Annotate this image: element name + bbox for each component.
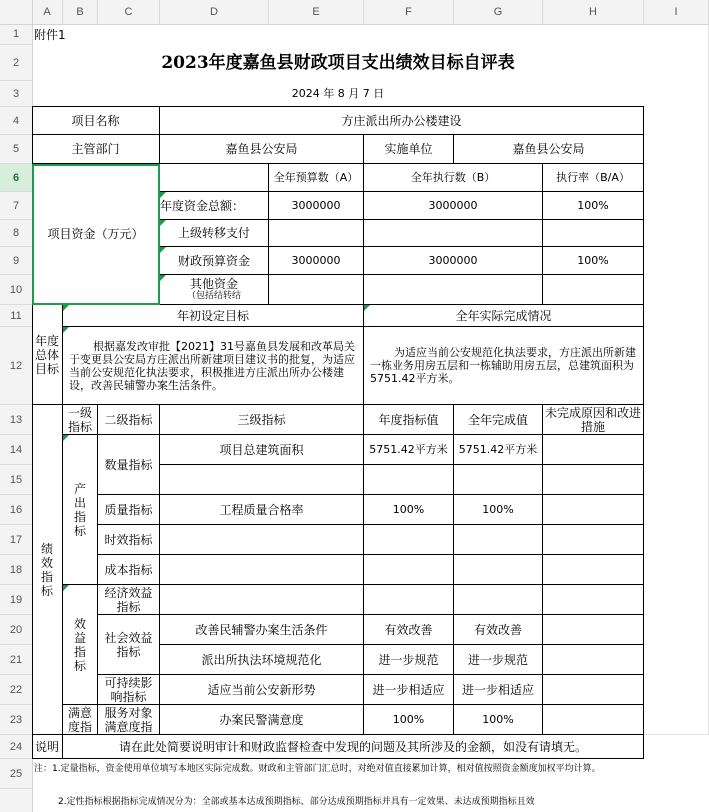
social1-item-name: 改善民辅警办案生活条件: [160, 615, 364, 645]
row-header-21[interactable]: 21: [0, 645, 32, 675]
funds-row-other-budget[interactable]: [269, 275, 364, 305]
goals-side-label: 年度总体目标: [32, 305, 63, 405]
row-header-bar: [0, 24, 33, 812]
output-indicator-label: 产出指标: [63, 435, 98, 585]
satisf-item-name: 办案民警满意度: [160, 705, 364, 735]
row-header-8[interactable]: 8: [0, 220, 32, 247]
social2-item-actual[interactable]: 进一步规范: [454, 645, 543, 675]
row-header-24[interactable]: 24: [0, 735, 32, 759]
funds-row-transfer-name: 上级转移支付: [160, 220, 269, 247]
row-header-3[interactable]: 3: [0, 81, 32, 107]
social1-item-actual[interactable]: 有效改善: [454, 615, 543, 645]
row-header-22[interactable]: 22: [0, 675, 32, 705]
quantity-extra-actual[interactable]: [454, 465, 543, 495]
funds-col-budget: 全年预算数（A）: [269, 164, 364, 192]
social1-item-reason[interactable]: [543, 615, 644, 645]
social2-item-target[interactable]: 进一步规范: [364, 645, 454, 675]
funds-row-total-name: 年度资金总额：: [160, 192, 269, 220]
row-header-9[interactable]: 9: [0, 247, 32, 275]
explain-label: 说明: [32, 735, 63, 759]
funds-col-rate: 执行率（B/A）: [543, 164, 644, 192]
row-header-6[interactable]: 6: [0, 164, 32, 192]
row-header-5[interactable]: 5: [0, 135, 32, 164]
satisfaction-indicator-label: 满意度指: [63, 705, 98, 735]
sustain-item-target[interactable]: 进一步相适应: [364, 675, 454, 705]
quantity-extra-target[interactable]: [364, 465, 454, 495]
quality-item-name: 工程质量合格率: [160, 495, 364, 525]
funds-row-other-exec[interactable]: [364, 275, 543, 305]
funds-row-fiscal-rate[interactable]: 100%: [543, 247, 644, 275]
cost-item-reason[interactable]: [543, 555, 644, 585]
funds-row-other-label: 其他资金: [189, 277, 238, 291]
row-header-18[interactable]: 18: [0, 555, 32, 585]
timeliness-item-name[interactable]: [160, 525, 364, 555]
row-header-16[interactable]: 16: [0, 495, 32, 525]
column-header-i[interactable]: I: [644, 0, 709, 24]
cost-item-target[interactable]: [364, 555, 454, 585]
row-header-14[interactable]: 14: [0, 435, 32, 465]
row-header-19[interactable]: 19: [0, 585, 32, 615]
timeliness-item-actual[interactable]: [454, 525, 543, 555]
funds-row-fiscal-name: 财政预算资金: [160, 247, 269, 275]
funds-row-transfer-rate[interactable]: [543, 220, 644, 247]
funds-row-other-sub: （包括结转结: [186, 291, 241, 301]
economic-item-name[interactable]: [160, 585, 364, 615]
perf-header-actual: 全年完成值: [454, 405, 543, 435]
timeliness-item-reason[interactable]: [543, 525, 644, 555]
row-header-1[interactable]: 1: [0, 24, 32, 45]
quality-item-target[interactable]: 100%: [364, 495, 454, 525]
row-header-23[interactable]: 23: [0, 705, 32, 735]
sustainable-indicator-label: 可持续影响指标: [98, 675, 160, 705]
column-header-e[interactable]: E: [269, 0, 364, 24]
quantity-extra-name[interactable]: [160, 465, 364, 495]
column-header-h[interactable]: H: [543, 0, 644, 24]
quality-item-actual[interactable]: 100%: [454, 495, 543, 525]
cost-item-name[interactable]: [160, 555, 364, 585]
attachment-label: 附件1: [34, 27, 66, 42]
funds-row-transfer-exec[interactable]: [364, 220, 543, 247]
impl-value[interactable]: 嘉鱼县公安局: [454, 135, 644, 164]
perf-header-reason: 未完成原因和改进措施: [543, 405, 644, 435]
area-item-target[interactable]: 5751.42平方米: [364, 435, 454, 465]
area-item-reason[interactable]: [543, 435, 644, 465]
social-indicator-label: 社会效益指标: [98, 615, 160, 675]
funds-label[interactable]: 项目资金（万元）: [32, 164, 160, 305]
goals-actual-header: 全年实际完成情况: [364, 305, 644, 327]
project-name-label: 项目名称: [32, 107, 160, 135]
funds-row-total-exec[interactable]: 3000000: [364, 192, 543, 220]
row-header-10[interactable]: 10: [0, 275, 32, 305]
column-header-a[interactable]: A: [32, 0, 63, 24]
dept-label: 主管部门: [32, 135, 160, 164]
project-name-value[interactable]: 方庄派出所办公楼建设: [160, 107, 644, 135]
service-indicator-label: 服务对象满意度指: [98, 705, 160, 735]
sustain-item-reason[interactable]: [543, 675, 644, 705]
satisf-item-actual[interactable]: 100%: [454, 705, 543, 735]
funds-col-exec: 全年执行数（B）: [364, 164, 543, 192]
row-header-12[interactable]: 12: [0, 327, 32, 405]
quantity-indicator-label: 数量指标: [98, 435, 160, 495]
note-2: 2.定性指标根据指标完成情况分为：全部或基本达成预期指标、部分达成预期指标并具有一定效果、未达成预期指标且效: [58, 797, 535, 807]
area-item-actual[interactable]: 5751.42平方米: [454, 435, 543, 465]
satisf-item-target[interactable]: 100%: [364, 705, 454, 735]
funds-row-fiscal-budget[interactable]: 3000000: [269, 247, 364, 275]
perf-header-level2: 二级指标: [98, 405, 160, 435]
sustain-item-actual[interactable]: 进一步相适应: [454, 675, 543, 705]
quality-item-reason[interactable]: [543, 495, 644, 525]
funds-row-transfer-budget[interactable]: [269, 220, 364, 247]
row-header-20[interactable]: 20: [0, 615, 32, 645]
goals-planned-text[interactable]: 根据嘉发改审批【2021】31号嘉鱼县发展和改革局关于变更县公安局方庄派出所新建项目建议书的批复，为适应当前公安规范化执法要求，积极推进方庄派出所办公楼建设，改善民辅警办案生活条件。: [63, 327, 364, 405]
row-header-2[interactable]: 2: [0, 45, 32, 81]
quantity-extra-reason[interactable]: [543, 465, 644, 495]
dept-value[interactable]: 嘉鱼县公安局: [160, 135, 364, 164]
column-header-d[interactable]: D: [160, 0, 269, 24]
social2-item-name: 派出所执法环境规范化: [160, 645, 364, 675]
perf-header-level3: 三级指标: [160, 405, 364, 435]
quality-indicator-label: 质量指标: [98, 495, 160, 525]
page-title: 2023年度嘉鱼县财政项目支出绩效目标自评表: [161, 53, 515, 73]
row-header-7[interactable]: 7: [0, 192, 32, 220]
timeliness-item-target[interactable]: [364, 525, 454, 555]
funds-row-other-name: [160, 275, 269, 305]
perf-header-level1: 一级指标: [63, 405, 98, 435]
funds-row-total-rate[interactable]: 100%: [543, 192, 644, 220]
social2-item-reason[interactable]: [543, 645, 644, 675]
impl-label: 实施单位: [364, 135, 454, 164]
economic-item-reason[interactable]: [543, 585, 644, 615]
cost-item-actual[interactable]: [454, 555, 543, 585]
satisf-item-reason[interactable]: [543, 705, 644, 735]
row-header-25[interactable]: 25: [0, 759, 32, 789]
funds-row-fiscal-exec[interactable]: 3000000: [364, 247, 543, 275]
note-1: 注：1.定量指标，资金使用单位填写本地区实际完成数。财政和主管部门汇总时，对绝对值直接累加计算，相对值按照资金额度加权平均计算。: [34, 764, 601, 774]
funds-row-total-budget[interactable]: 3000000: [269, 192, 364, 220]
timeliness-indicator-label: 时效指标: [98, 525, 160, 555]
column-header-bar: [0, 0, 709, 25]
explain-text[interactable]: 请在此处简要说明审计和财政监督检查中发现的问题及其所涉及的金额，如没有请填无。: [63, 735, 644, 759]
economic-item-target[interactable]: [364, 585, 454, 615]
funds-header-blank[interactable]: [160, 164, 269, 192]
social1-item-target[interactable]: 有效改善: [364, 615, 454, 645]
row-header-15[interactable]: 15: [0, 465, 32, 495]
column-header-c[interactable]: C: [98, 0, 160, 24]
benefit-indicator-label: 效益指标: [63, 585, 98, 705]
economic-item-actual[interactable]: [454, 585, 543, 615]
funds-row-other-rate[interactable]: [543, 275, 644, 305]
sustain-item-name: 适应当前公安新形势: [160, 675, 364, 705]
cost-indicator-label: 成本指标: [98, 555, 160, 585]
row-header-13[interactable]: 13: [0, 405, 32, 435]
goals-actual-text[interactable]: 为适应当前公安规范化执法要求，方庄派出所新建一栋业务用房五层和一栋辅助用房五层，总建筑面积为5751.42平方米。: [364, 327, 644, 405]
perf-side-label: 绩效指标: [32, 405, 63, 735]
report-date: 2024 年 8 月 7 日: [291, 87, 385, 100]
goals-planned-header: 年初设定目标: [63, 305, 364, 327]
perf-header-target: 年度指标值: [364, 405, 454, 435]
row-header-17[interactable]: 17: [0, 525, 32, 555]
column-header-g[interactable]: G: [454, 0, 543, 24]
area-item-name: 项目总建筑面积: [160, 435, 364, 465]
economic-indicator-label: 经济效益指标: [98, 585, 160, 615]
column-header-b[interactable]: B: [63, 0, 98, 24]
select-all-corner[interactable]: [0, 0, 33, 25]
column-header-f[interactable]: F: [364, 0, 454, 24]
empty-column-i[interactable]: [644, 24, 709, 735]
row-header-4[interactable]: 4: [0, 107, 32, 135]
row-header-11[interactable]: 11: [0, 305, 32, 327]
